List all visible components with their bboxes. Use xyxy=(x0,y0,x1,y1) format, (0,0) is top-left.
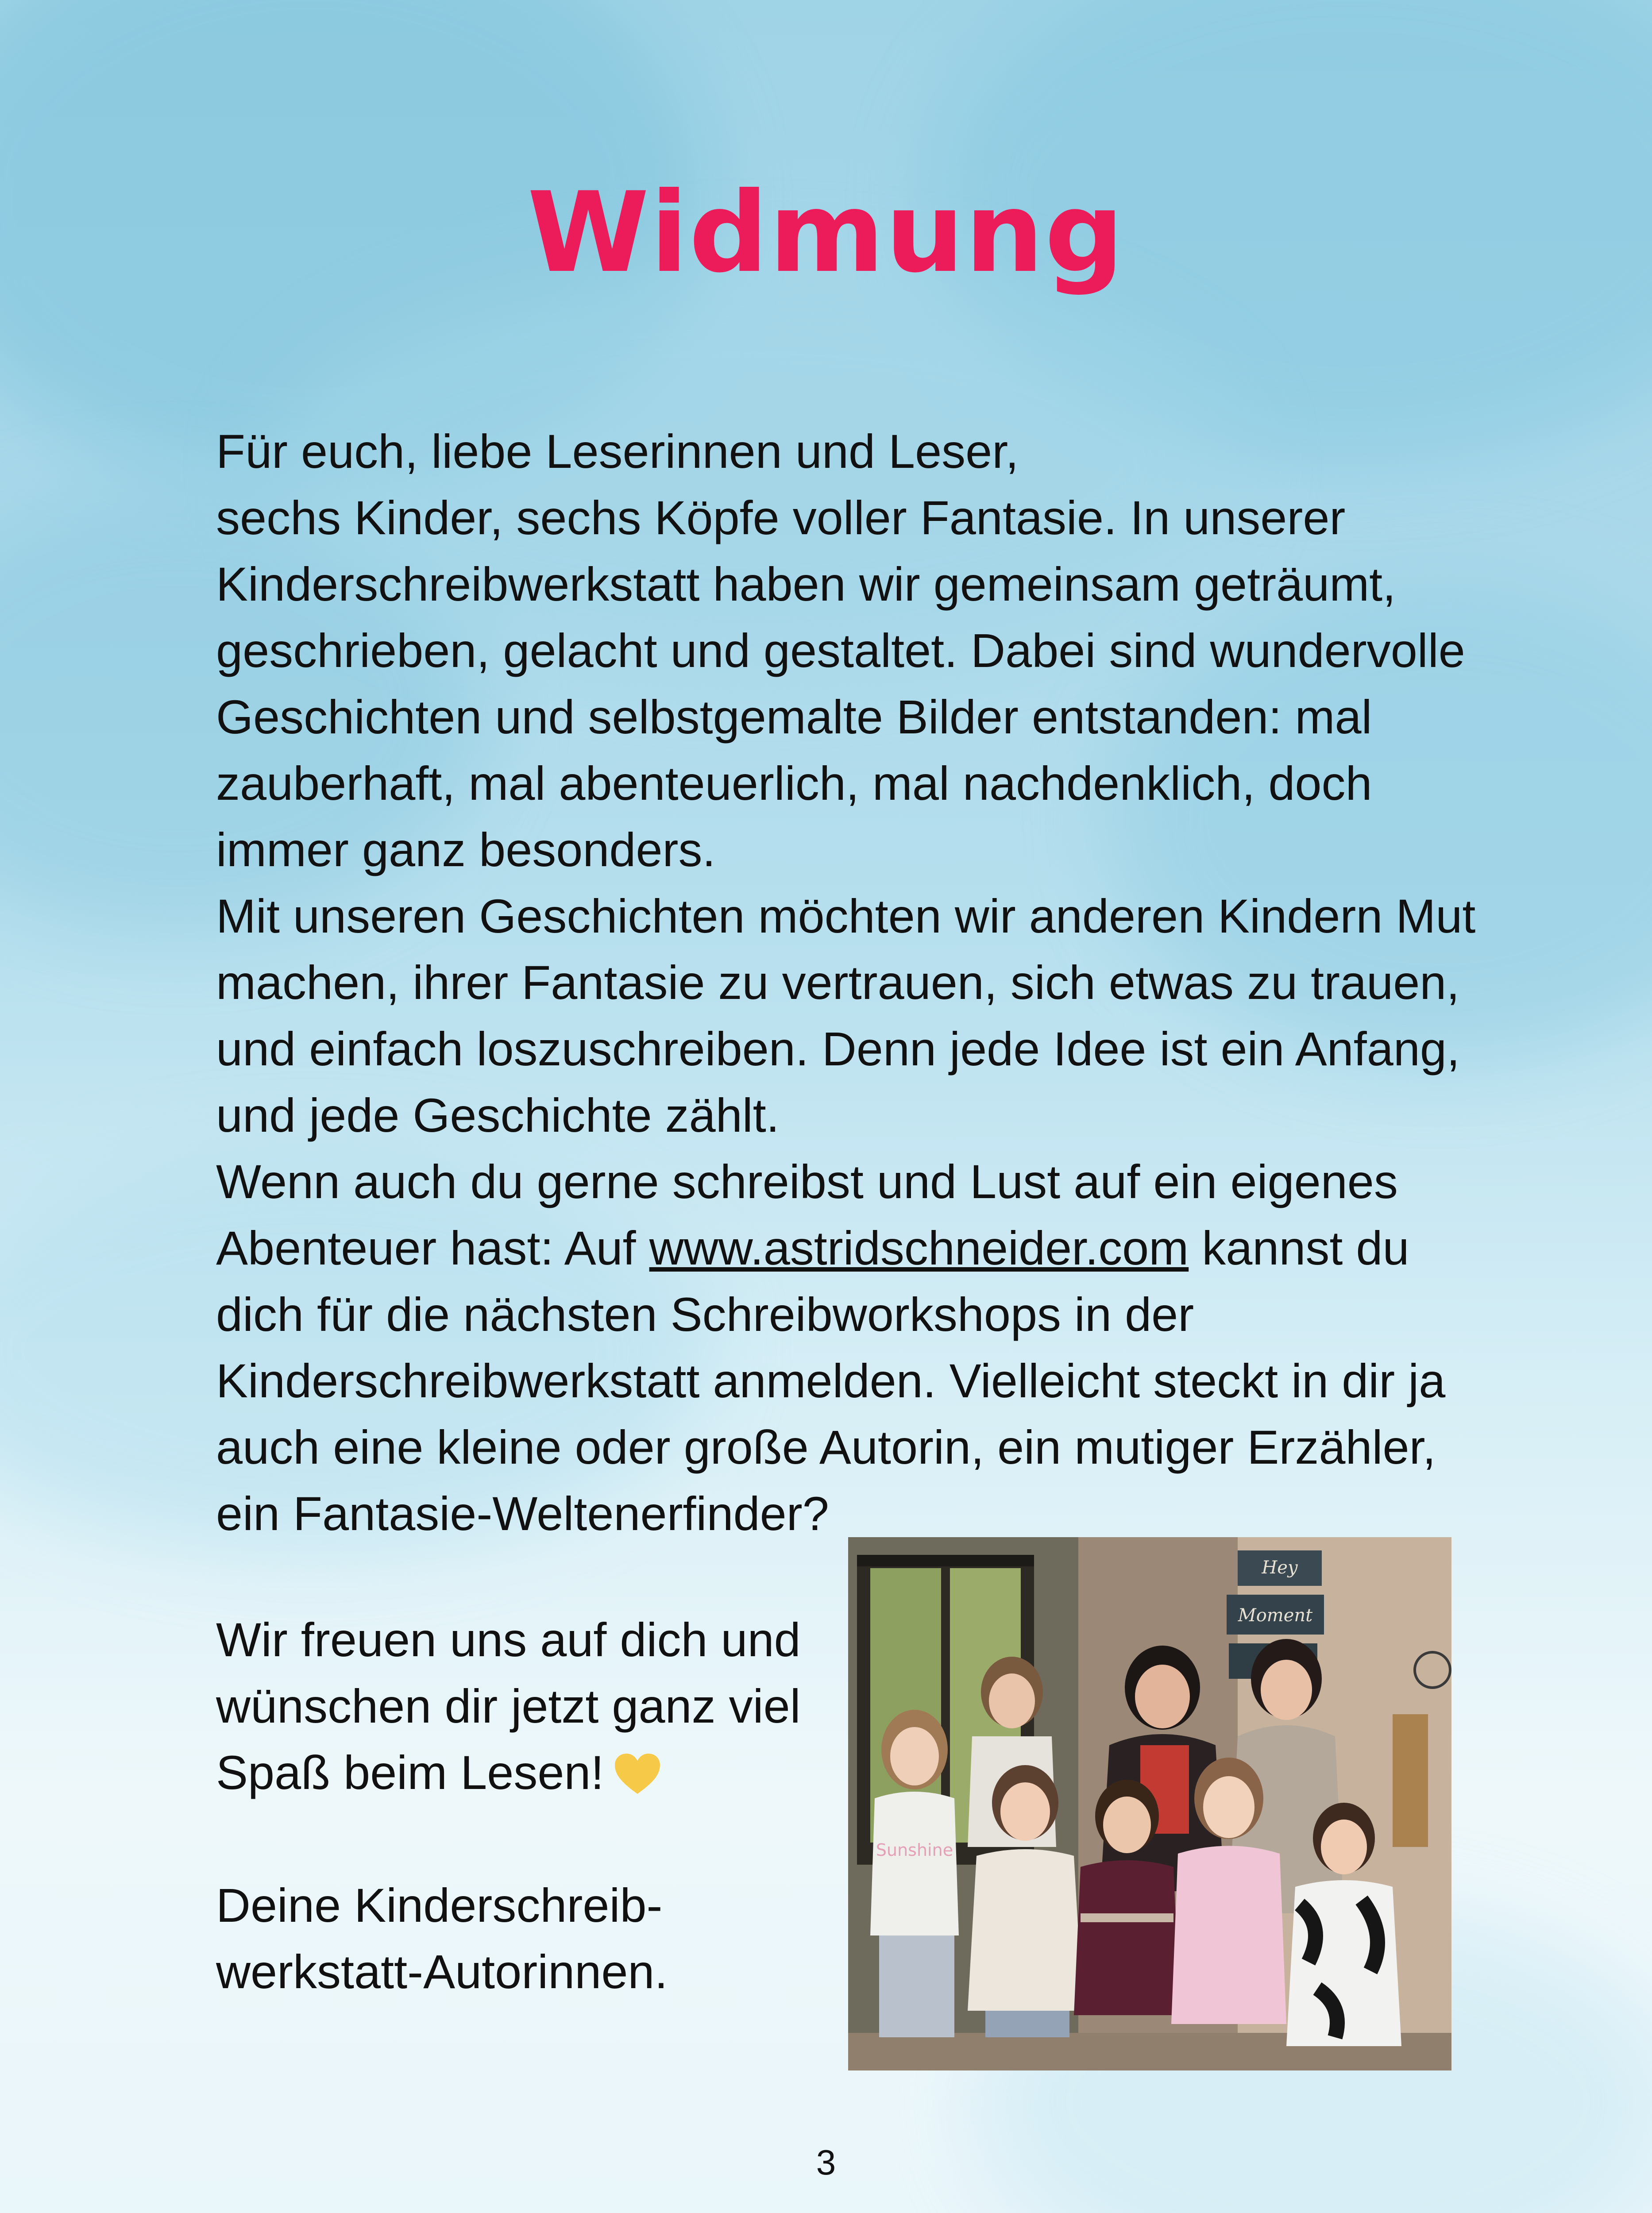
text-line: sechs Kinder, sechs Köpfe voller Fantasie. In unserer xyxy=(216,491,1346,544)
text-line: Kinderschreibwerkstatt haben wir gemeinsam geträumt, xyxy=(216,557,1396,611)
closing-line: Spaß beim Lesen! xyxy=(216,1746,604,1799)
page-number: 3 xyxy=(816,2143,836,2182)
shirt-text: Sunshine xyxy=(876,1840,953,1860)
text-line: und jede Geschichte zählt. xyxy=(216,1088,780,1142)
website-link[interactable]: www.astridschneider.com xyxy=(649,1221,1189,1275)
text-line: Geschichten und selbstgemalte Bilder entstanden: mal xyxy=(216,690,1372,744)
group-photo xyxy=(848,1537,1451,2070)
yellow-heart-icon xyxy=(613,1752,662,1796)
dedication-text xyxy=(216,418,1500,1547)
signature-line: werkstatt-Autorinnen. xyxy=(216,1945,668,1998)
text-line: geschrieben, gelacht und gestaltet. Dabei sind wundervolle xyxy=(216,624,1465,677)
signature-line: Deine Kinderschreib- xyxy=(216,1878,663,1932)
closing-text xyxy=(216,1607,814,2005)
text-line: Mit unseren Geschichten möchten wir anderen Kindern Mut xyxy=(216,889,1476,943)
closing-line: Wir freuen uns auf dich und xyxy=(216,1613,801,1666)
sign-text: Hey xyxy=(1262,1558,1298,1578)
text-line: machen, ihrer Fantasie zu vertrauen, sich etwas zu trauen, xyxy=(216,956,1460,1009)
text-line-with-link xyxy=(216,1215,1500,1281)
text-line: immer ganz besonders. xyxy=(216,823,716,876)
closing-line: wünschen dir jetzt ganz viel xyxy=(216,1679,801,1733)
text-line: und einfach loszuschreiben. Denn jede Idee ist ein Anfang, xyxy=(216,1022,1460,1076)
text-line: dich für die nächsten Schreibworkshops in der xyxy=(216,1288,1194,1341)
text-line: zauberhaft, mal abenteuerlich, mal nachdenklich, doch xyxy=(216,756,1372,810)
text-line: Kinderschreibwerkstatt anmelden. Vielleicht steckt in dir ja xyxy=(216,1354,1446,1407)
sign-text: Moment xyxy=(1238,1605,1313,1626)
group-photo-illustration xyxy=(848,1537,1451,2070)
text-line: Wenn auch du gerne schreibst und Lust auf ein eigenes xyxy=(216,1155,1398,1208)
page-title: Widmung xyxy=(527,168,1125,297)
text-line: ein Fantasie-Weltenerfinder? xyxy=(216,1487,829,1540)
text-line: Für euch, liebe Leserinnen und Leser, xyxy=(216,424,1019,478)
closing-line-with-heart xyxy=(216,1739,814,1806)
link-suffix: kannst du xyxy=(1189,1221,1409,1275)
link-prefix: Abenteuer hast: Auf xyxy=(216,1221,649,1275)
text-line: auch eine kleine oder große Autorin, ein mutiger Erzähler, xyxy=(216,1420,1436,1474)
